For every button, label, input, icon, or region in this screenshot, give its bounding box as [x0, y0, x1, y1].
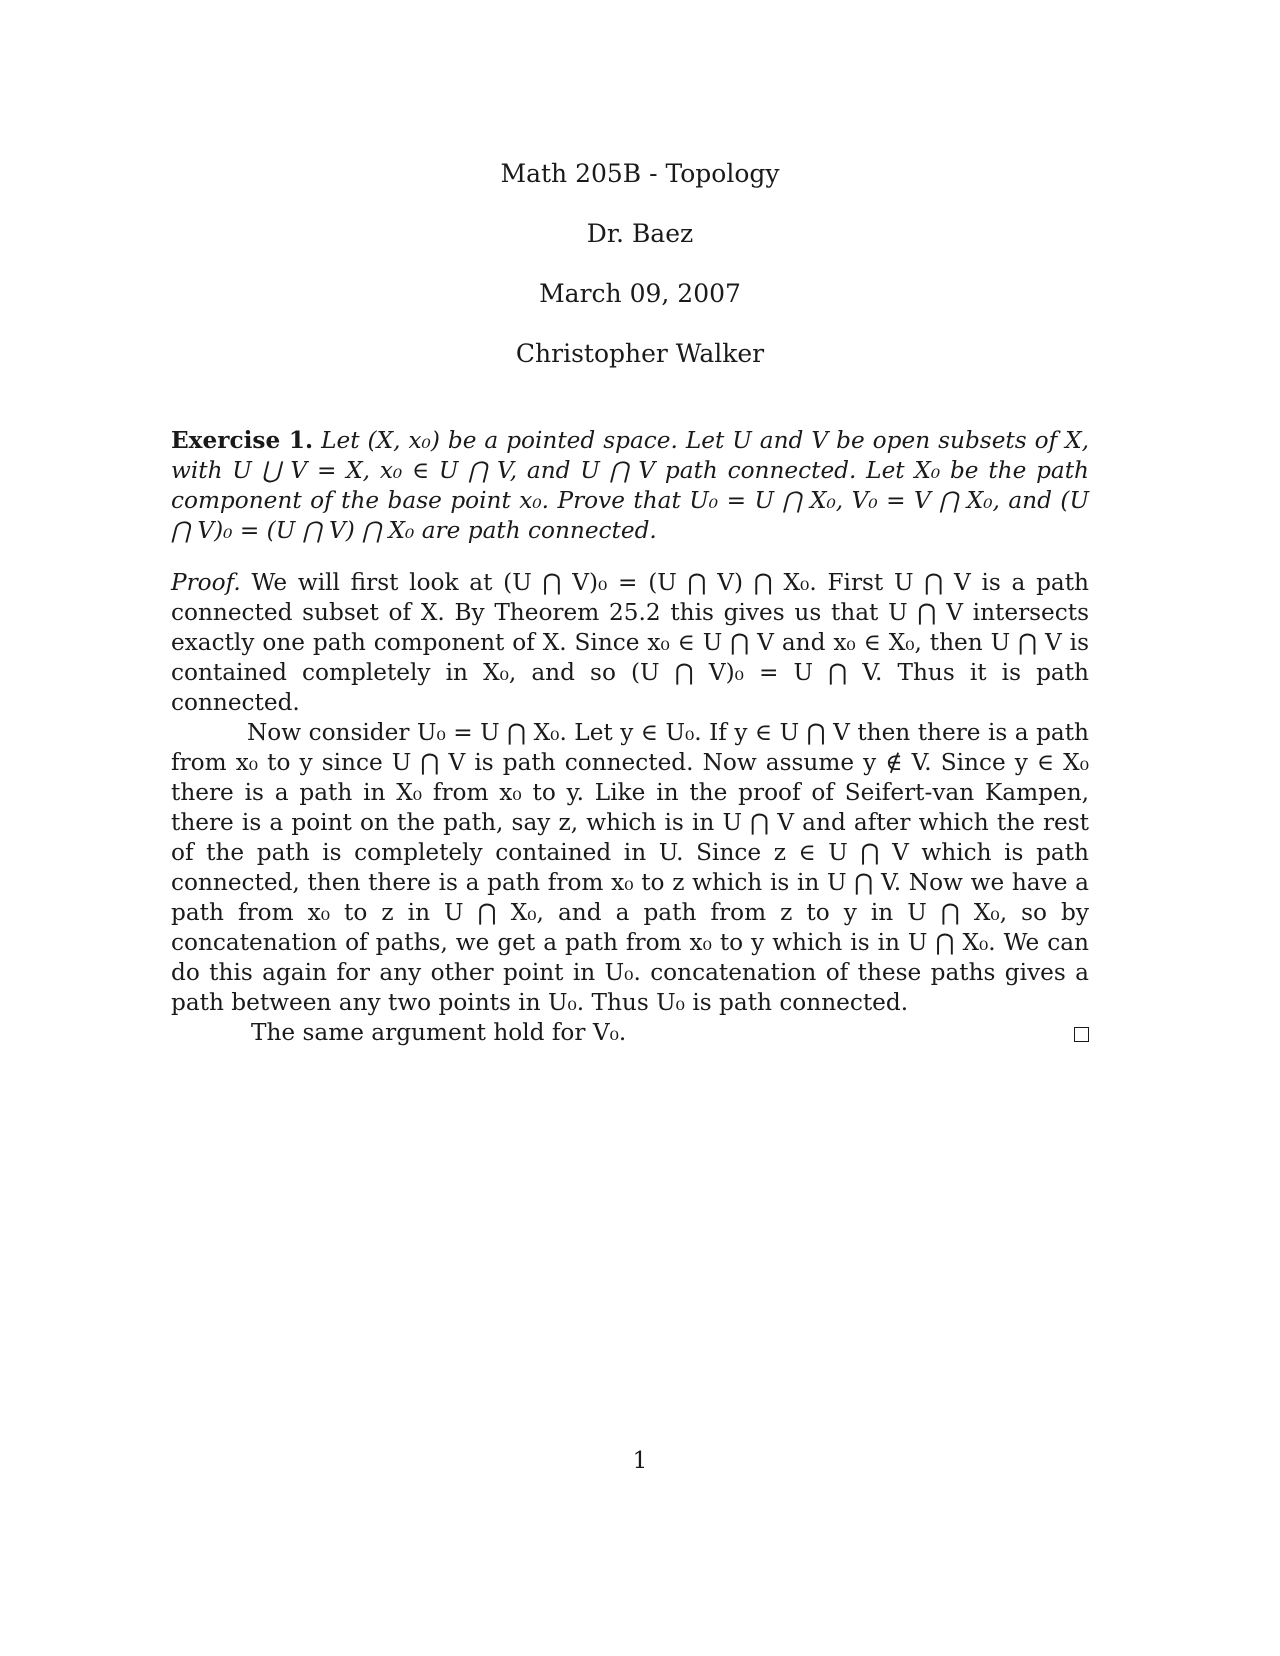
proof-label: Proof. [171, 569, 241, 596]
course-title: Math 205B - Topology [500, 159, 780, 188]
document-date: March 09, 2007 [539, 279, 741, 308]
proof-paragraph-3-text: The same argument hold for V₀. [251, 1019, 627, 1046]
qed-box-icon [1074, 1027, 1089, 1042]
proof-block [171, 568, 1089, 1048]
instructor-name: Dr. Baez [586, 219, 694, 248]
exercise-text: Let (X, x₀) be a pointed space. Let U and V be open subsets of X, with U ⋃ V = X, x₀ ∈ U ⋂ V, and U ⋂ V path connected. Let X₀ be the path component of the base point x₀. Prove that U₀ = U ⋂ X₀, V₀ = V ⋂ X₀, and (U ⋂ V)₀ = (U ⋂ V) ⋂ X₀ are path connected. [171, 427, 1090, 544]
exercise-statement [171, 426, 1089, 546]
author-name: Christopher Walker [515, 339, 765, 368]
proof-paragraph-1 [171, 568, 1089, 718]
proof-paragraph-1-text: We will first look at (U ⋂ V)₀ = (U ⋂ V) ⋂ X₀. First U ⋂ V is a path connected subset of X. By Theorem 25.2 this gives us that U ⋂ V intersects exactly one path component of X. Since x₀ ∈ U ⋂ V and x₀ ∈ X₀, then U ⋂ V is contained completely in X₀, and so (U ⋂ V)₀ = U ⋂ V. Thus it is path connected. [171, 569, 1089, 716]
page-number: 1 [632, 1448, 648, 1474]
proof-paragraph-3 [171, 1018, 1089, 1048]
proof-paragraph-2: Now consider U₀ = U ⋂ X₀. Let y ∈ U₀. If y ∈ U ⋂ V then there is a path from x₀ to y since U ⋂ V is path connected. Now assume y ∉ V. Since y ∈ X₀ there is a path in X₀ from x₀ to y. Like in the proof of Seifert-van Kampen, there is a point on the path, say z, which is in U ⋂ V and after which the rest of the path is completely contained in U. Since z ∈ U ⋂ V which is path connected, then there is a path from x₀ to z which is in U ⋂ V. Now we have a path from x₀ to z in U ⋂ X₀, and a path from z to y in U ⋂ X₀, so by concatenation of paths, we get a path from x₀ to y which is in U ⋂ X₀. We can do this again for any other point in U₀. concatenation of these paths gives a path between any two points in U₀. Thus U₀ is path connected. [171, 719, 1089, 1016]
exercise-label: Exercise 1. [171, 427, 314, 454]
